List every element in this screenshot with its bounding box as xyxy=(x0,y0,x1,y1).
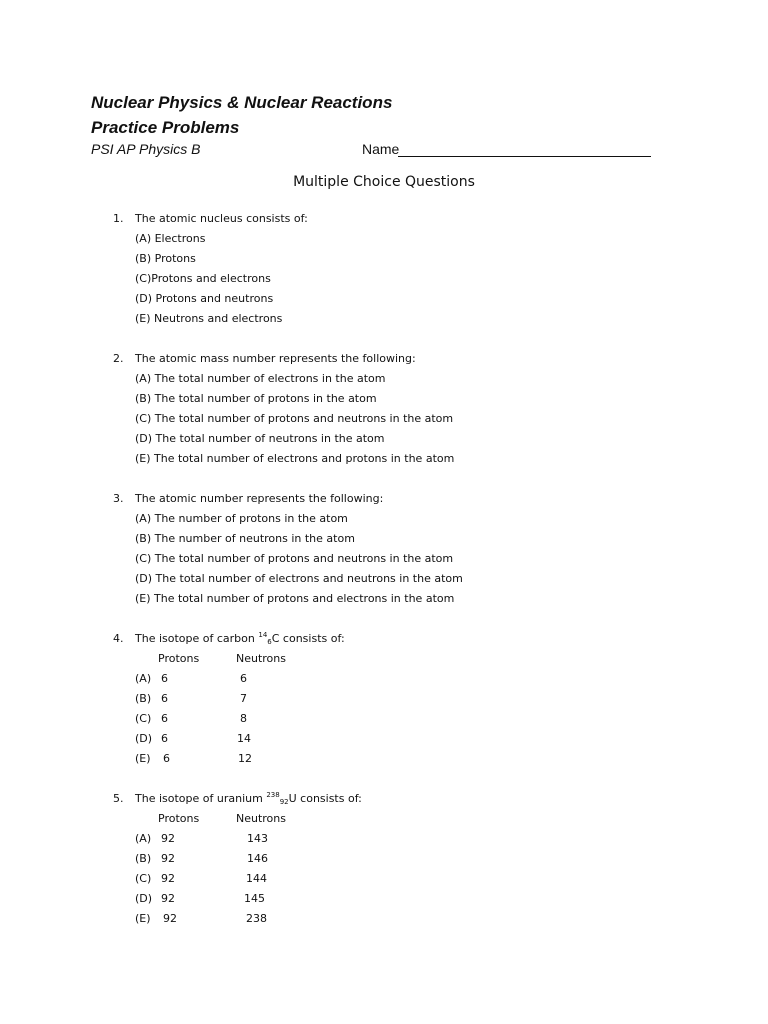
section-title: Multiple Choice Questions xyxy=(293,174,475,190)
neutrons-value: 12 xyxy=(238,752,252,765)
question-stem xyxy=(135,789,362,809)
protons-value: 92 xyxy=(161,852,175,865)
stem-text: consists of: xyxy=(296,792,362,805)
answer-option: (E) The total number of electrons and protons in the atom xyxy=(135,452,455,465)
column-header-neutrons: Neutrons xyxy=(236,812,286,825)
question-stem: The atomic nucleus consists of: xyxy=(135,212,308,225)
option-letter: (B) xyxy=(135,692,152,705)
neutrons-value: 7 xyxy=(240,692,247,705)
question-stem: The atomic number represents the following: xyxy=(135,492,384,505)
document-subtitle: Practice Problems xyxy=(91,118,240,137)
atomic-number: 6 xyxy=(267,638,272,646)
neutrons-value: 8 xyxy=(240,712,247,725)
name-blank-line xyxy=(398,156,651,157)
answer-option: (B) The total number of protons in the atom xyxy=(135,392,377,405)
column-header-neutrons: Neutrons xyxy=(236,652,286,665)
neutrons-value: 145 xyxy=(244,892,265,905)
protons-value: 92 xyxy=(161,892,175,905)
question-stem: The atomic mass number represents the following: xyxy=(135,352,416,365)
column-header-protons: Protons xyxy=(158,812,200,825)
protons-value: 92 xyxy=(161,832,175,845)
mass-number: 14 xyxy=(258,631,268,639)
option-letter: (D) xyxy=(135,732,153,745)
atomic-number: 92 xyxy=(279,798,289,806)
option-letter: (D) xyxy=(135,892,153,905)
option-letter: (B) xyxy=(135,852,152,865)
question-number: 1. xyxy=(113,212,124,225)
question-number: 5. xyxy=(113,792,124,805)
protons-value: 6 xyxy=(161,692,168,705)
answer-option: (E) The total number of protons and electrons in the atom xyxy=(135,592,455,605)
answer-option: (A) The total number of electrons in the atom xyxy=(135,372,386,385)
neutrons-value: 238 xyxy=(246,912,267,925)
stem-text: The isotope of uranium xyxy=(135,792,267,805)
option-letter: (A) xyxy=(135,672,152,685)
protons-value: 92 xyxy=(161,872,175,885)
answer-option: (D) Protons and neutrons xyxy=(135,292,274,305)
neutrons-value: 146 xyxy=(247,852,268,865)
stem-text: consists of: xyxy=(279,632,345,645)
neutrons-value: 144 xyxy=(246,872,267,885)
answer-option: (A) Electrons xyxy=(135,232,206,245)
element-symbol: C xyxy=(271,632,280,645)
answer-option: (C)Protons and electrons xyxy=(135,272,271,285)
neutrons-value: 6 xyxy=(240,672,247,685)
answer-option: (B) The number of neutrons in the atom xyxy=(135,532,355,545)
neutrons-value: 143 xyxy=(247,832,268,845)
protons-value: 6 xyxy=(161,672,168,685)
protons-value: 6 xyxy=(161,732,168,745)
mass-number: 238 xyxy=(266,791,280,799)
answer-option: (C) The total number of protons and neutrons in the atom xyxy=(135,412,454,425)
question-number: 3. xyxy=(113,492,124,505)
answer-option: (A) The number of protons in the atom xyxy=(135,512,348,525)
element-symbol: U xyxy=(288,792,297,805)
answer-option: (B) Protons xyxy=(135,252,196,265)
protons-value: 92 xyxy=(163,912,177,925)
course-label: PSI AP Physics B xyxy=(91,141,201,157)
answer-option: (D) The total number of neutrons in the atom xyxy=(135,432,385,445)
answer-option: (C) The total number of protons and neutrons in the atom xyxy=(135,552,454,565)
option-letter: (A) xyxy=(135,832,152,845)
answer-option: (D) The total number of electrons and neutrons in the atom xyxy=(135,572,463,585)
option-letter: (C) xyxy=(135,712,152,725)
question-number: 4. xyxy=(113,632,124,645)
protons-value: 6 xyxy=(163,752,170,765)
question-number: 2. xyxy=(113,352,124,365)
name-label: Name xyxy=(362,141,400,157)
option-letter: (E) xyxy=(135,912,151,925)
option-letter: (C) xyxy=(135,872,152,885)
option-letter: (E) xyxy=(135,752,151,765)
question-stem xyxy=(135,629,345,649)
answer-option: (E) Neutrons and electrons xyxy=(135,312,283,325)
document-title: Nuclear Physics & Nuclear Reactions xyxy=(91,93,393,112)
stem-text: The isotope of carbon xyxy=(135,632,259,645)
column-header-protons: Protons xyxy=(158,652,200,665)
protons-value: 6 xyxy=(161,712,168,725)
neutrons-value: 14 xyxy=(237,732,251,745)
